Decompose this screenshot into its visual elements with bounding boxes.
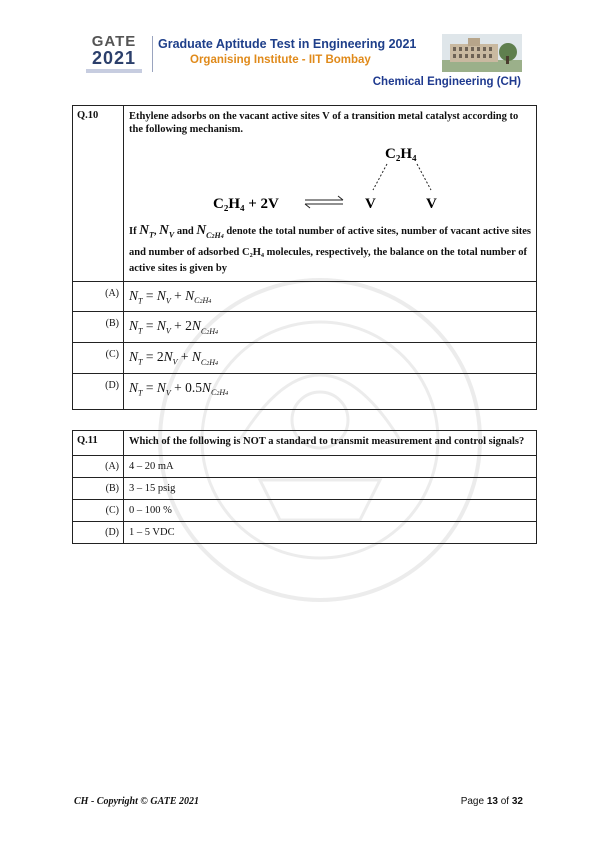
option-label: (B): [73, 478, 124, 500]
option-b: 3 – 15 psig: [124, 478, 537, 500]
option-label: (D): [73, 373, 124, 410]
question-11-table: [72, 430, 537, 544]
question-10-definition: If $N_T$, $N_V$ and $N_{C2H4}$ denote the total number of active sites, number of vacant active sites and number of adsorbed C₂H₄ molecules, respectively, the balance on the total number of active sites is given by: [129, 222, 531, 274]
campus-building-image: [442, 34, 522, 72]
option-label: (B): [73, 312, 124, 343]
option-a: $N_T = N_V + N_{C2H4}$: [124, 281, 537, 312]
option-d: 1 – 5 VDC: [124, 522, 537, 544]
question-number: Q.10: [73, 106, 124, 282]
option-a: 4 – 20 mA: [124, 456, 537, 478]
header-title: Graduate Aptitude Test in Engineering 2021: [158, 37, 417, 51]
branch-label: Chemical Engineering (CH): [372, 76, 521, 88]
question-text-cell: [124, 106, 537, 282]
mechanism-site-2: V: [426, 196, 437, 212]
gate-logo: [80, 34, 148, 74]
option-label: (A): [73, 281, 124, 312]
option-c: $N_T = 2N_V + N_{C2H4}$: [124, 343, 537, 374]
option-label: (D): [73, 522, 124, 544]
option-d: $N_T = N_V + 0.5N_{C2H4}$: [124, 373, 537, 410]
logo-gate-text: GATE: [91, 33, 137, 50]
footer-page-number: Page 13 of 32: [460, 796, 523, 807]
option-label: (C): [73, 343, 124, 374]
page-header: [80, 34, 520, 74]
option-label: (A): [73, 456, 124, 478]
question-number: Q.11: [73, 431, 124, 456]
adsorption-mechanism: [129, 138, 531, 218]
header-divider: [152, 36, 153, 72]
header-subtitle: Organising Institute - IIT Bombay: [190, 54, 371, 66]
question-11-text: Which of the following is NOT a standard to transmit measurement and control signals?: [124, 431, 537, 456]
mechanism-adsorbed-ethylene: C₂H₄: [385, 146, 417, 162]
mechanism-reactants: C₂H₄ + 2V: [213, 196, 279, 212]
footer-copyright: CH - Copyright © GATE 2021: [74, 796, 199, 807]
option-c: 0 – 100 %: [124, 500, 537, 522]
logo-year-text: 2021: [91, 48, 137, 68]
mechanism-site-1: V: [365, 196, 376, 212]
option-label: (C): [73, 500, 124, 522]
question-10-table: [72, 105, 537, 410]
option-b: $N_T = N_V + 2N_{C2H4}$: [124, 312, 537, 343]
question-10-text: Ethylene adsorbs on the vacant active sites V of a transition metal catalyst according to the following mechanism.: [129, 111, 519, 135]
